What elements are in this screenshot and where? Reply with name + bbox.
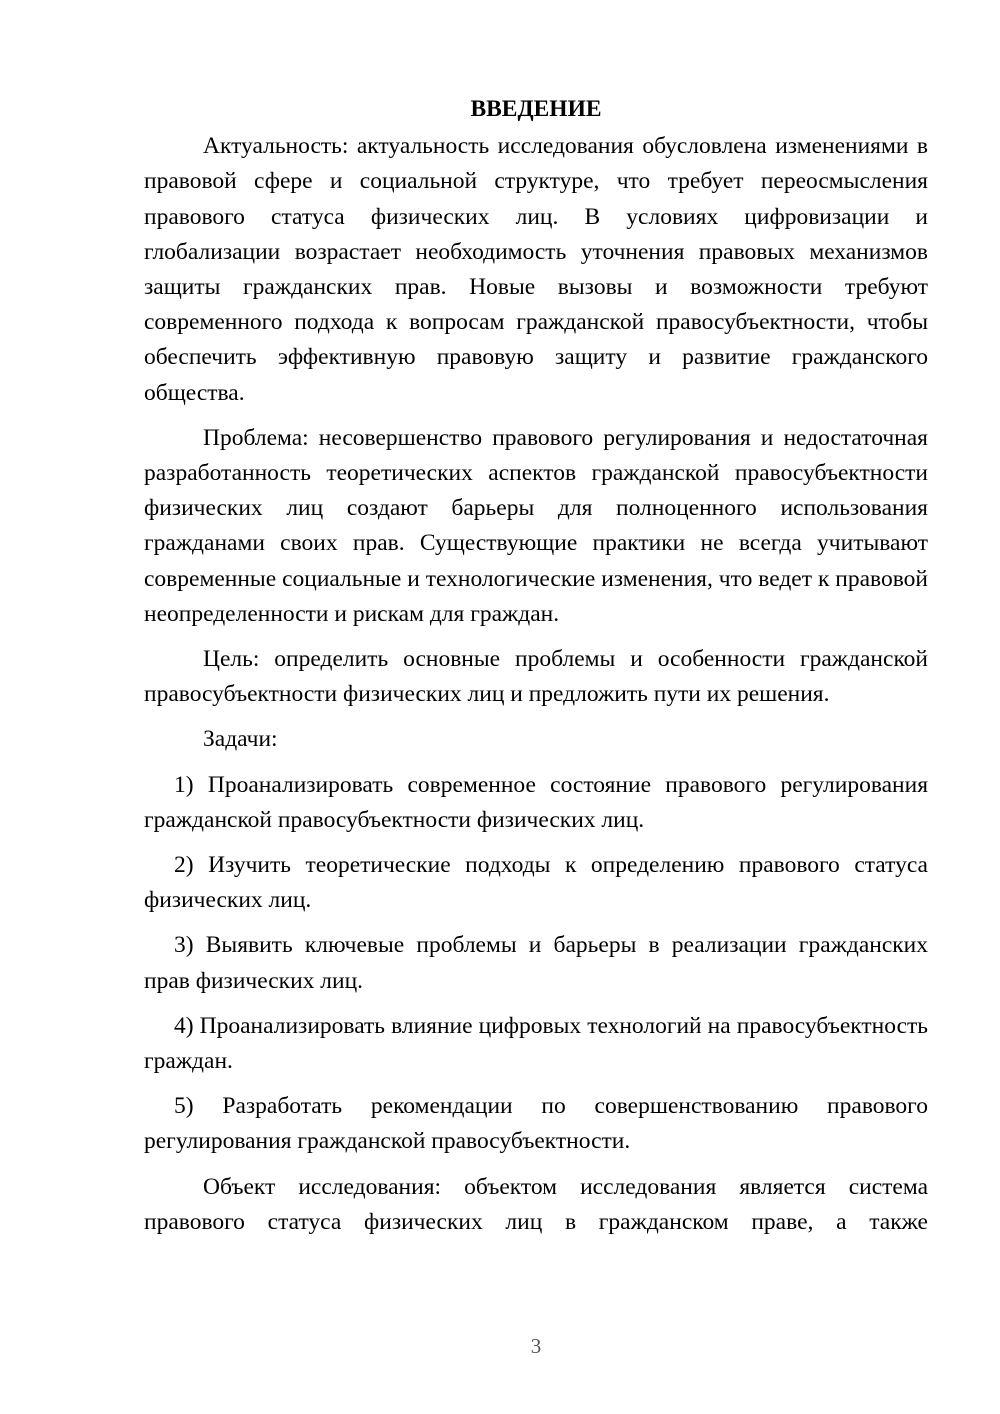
relevance-paragraph: Актуальность: актуальность исследования обусловлена изменениями в правовой сфере и социальной структуре, что требует переосмысления правового статуса физических лиц. В условиях цифровизации и глобализации возрастает необходимость уточнения правовых механизмов защиты гражданских прав. Новые вызовы и возможности требуют современного подхода к вопросам гражданской правосубъектности, чтобы обеспечить эффективную правовую защиту и развитие гражданского общества.: [144, 133, 928, 406]
task-item-2: 2) Изучить теоретические подходы к определению правового статуса физических лиц.: [144, 852, 928, 914]
task-item-5: 5) Разработать рекомендации по совершенствованию правового регулирования гражданской правосубъектности.: [144, 1093, 928, 1155]
task-item-3: 3) Выявить ключевые проблемы и барьеры в реализации гражданских прав физических лиц.: [144, 932, 928, 994]
tasks-heading: Задачи:: [203, 726, 278, 753]
task-item-4: 4) Проанализировать влияние цифровых технологий на правосубъектность граждан.: [144, 1012, 928, 1075]
object-paragraph: Объект исследования: объектом исследования является система правового статуса физических лиц в гражданском праве, а также: [144, 1173, 928, 1235]
text-column: [144, 92, 928, 1240]
page-number: 3: [530, 1334, 542, 1358]
goal-paragraph: Цель: определить основные проблемы и особенности гражданской правосубъектности физических лиц и предложить пути их решения.: [144, 646, 928, 708]
section-heading: ВВЕДЕНИЕ: [470, 96, 602, 122]
task-item-1: 1) Проанализировать современное состояние правового регулирования гражданской правосубъектности физических лиц.: [144, 771, 928, 833]
problem-paragraph: Проблема: несовершенство правового регулирования и недостаточная разработанность теоретических аспектов гражданской правосубъектности физических лиц создают барьеры для полноценного использования гражданами своих прав. Существующие практики не всегда учитывают современные социальные и технологические изменения, что ведет к правовой неопределенности и рискам для граждан.: [144, 424, 928, 627]
